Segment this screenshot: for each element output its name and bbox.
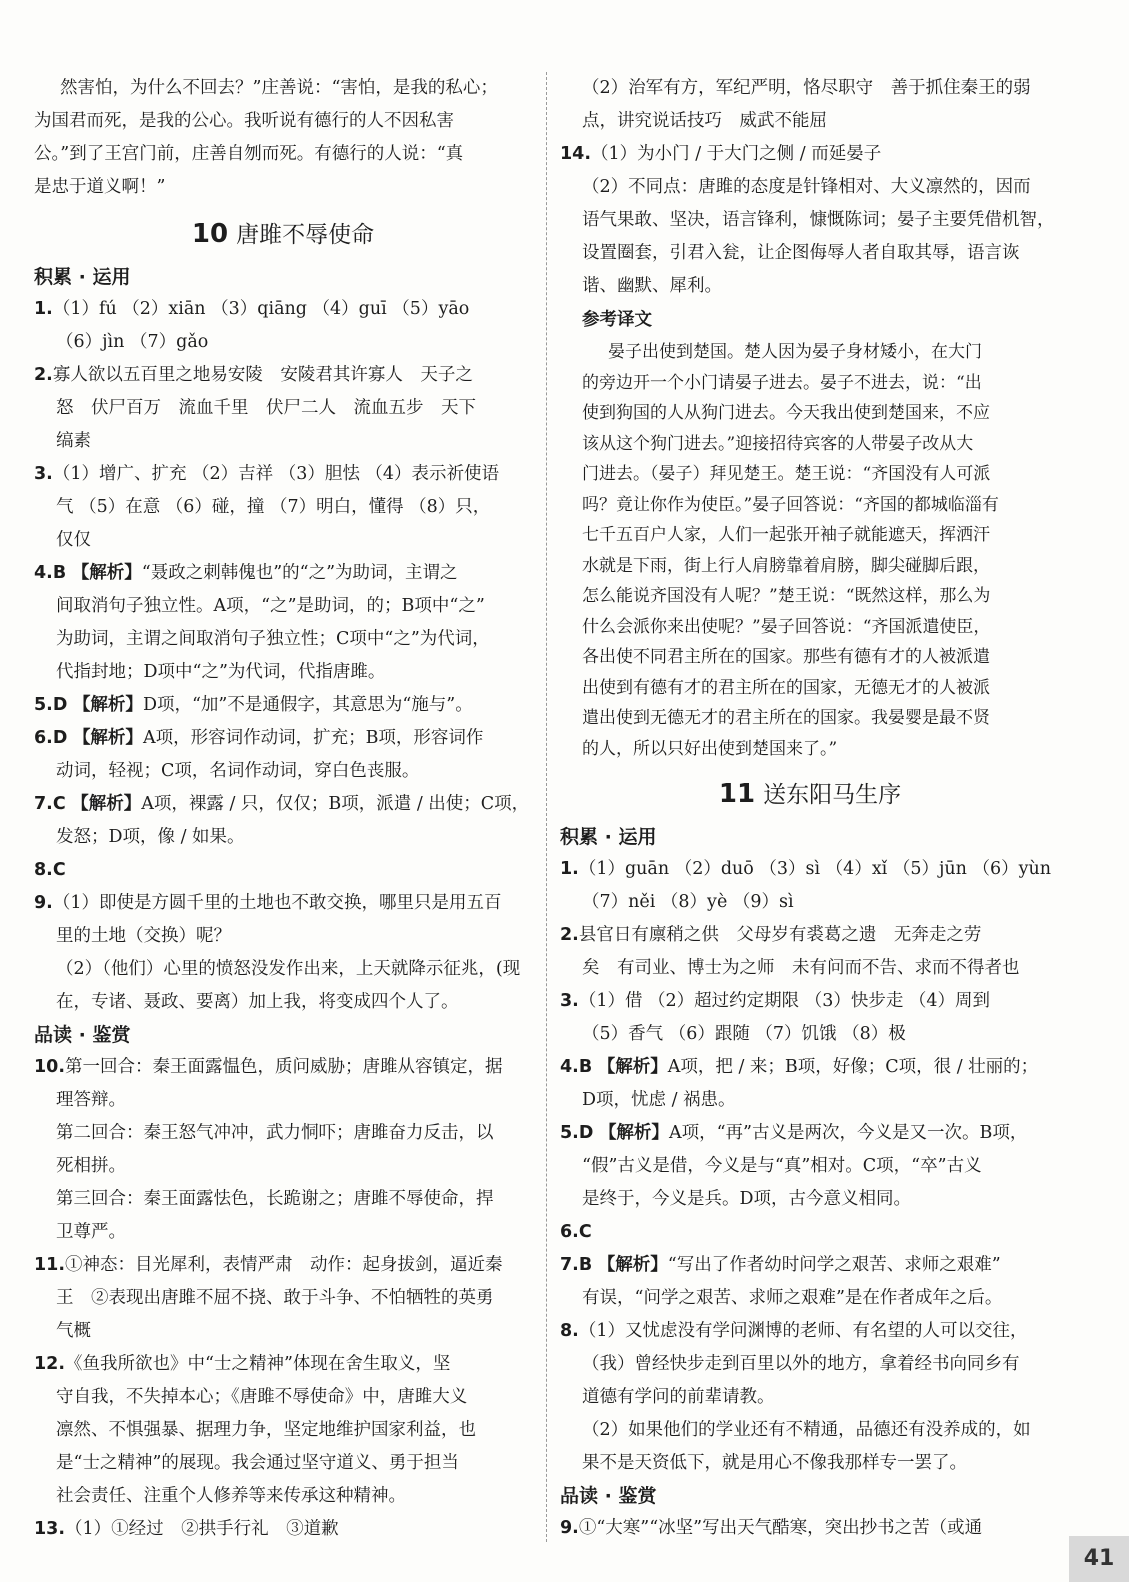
answer-line: 里的土地（交换）呢？	[56, 926, 231, 946]
answer-line: （7）něi （8）yè （9）sì	[582, 892, 794, 912]
answer-line: 守自我，不失掉本心；《唐雎不辱使命》中，唐雎大义	[56, 1387, 468, 1407]
intro-line: 是忠于道义啊！”	[34, 177, 166, 197]
question-11: 11.①神态：目光犀利，表情严肃 动作：起身拔剑，逼近秦	[34, 1255, 503, 1275]
section-heading: 品读 · 鉴赏	[34, 1024, 131, 1046]
question-13: 13.（1）①经过 ②拱手行礼 ③道歉	[34, 1519, 339, 1539]
question-1: 1.（1）fú （2）xiān （3）qiāng （4）guī （5）yāo	[34, 299, 470, 319]
translation-line: 什么会派你来出使呢？”晏子回答说：“齐国派遣使臣，	[582, 616, 991, 637]
answer-line: （5）香气 （6）跟随 （7）饥饿 （8）极	[582, 1024, 906, 1044]
answer-line: 在，专诸、聂政、要离）加上我，将变成四个人了。	[56, 992, 459, 1012]
answer-line: 果不是天资低下，就是用心不像我那样专一罢了。	[582, 1453, 967, 1473]
answer-line: 是终于，今义是兵。D项，古今意义相同。	[582, 1189, 912, 1209]
answer-line: D项，忧虑 / 祸患。	[582, 1090, 736, 1110]
answer-line: 为助词，主谓之间取消句子独立性；C项中“之”为代词，	[56, 629, 490, 649]
answer-line: 谐、幽默、犀利。	[582, 276, 722, 296]
question-10: 10.第一回合：秦王面露愠色，质问威胁；唐雎从容镇定，据	[34, 1057, 503, 1077]
question-8: 8.C	[34, 860, 66, 880]
question-9: 9.①“大寒”“冰坚”写出天气酷寒，突出抄书之苦（或通	[560, 1518, 983, 1538]
question-3: 3.（1）借 （2）超过约定期限 （3）快步走 （4）周到	[560, 991, 991, 1011]
answer-line: 社会责任、注重个人修养等来传承这种精神。	[56, 1486, 406, 1506]
answer-line: 第三回合：秦王面露怯色，长跪谢之；唐雎不辱使命，捍	[56, 1189, 494, 1209]
translation-line: 出使到有德有才的君主所在的国家，无德无才的人被派	[582, 677, 990, 698]
answer-line: 矣 有司业、博士为之师 未有问而不告、求而不得者也	[582, 958, 1020, 978]
question-8: 8.（1）又忧虑没有学问渊博的老师、有名望的人可以交往，	[560, 1321, 1028, 1341]
answer-line: （2）如果他们的学业还有不精通，品德还有没养成的，如	[582, 1420, 1031, 1440]
answer-line: 死相拼。	[56, 1156, 126, 1176]
lesson-number: 10	[191, 219, 229, 249]
section-heading: 积累 · 运用	[560, 826, 657, 848]
question-3: 3.（1）增广、扩充 （2）吉祥 （3）胆怯 （4）表示祈使语	[34, 464, 500, 484]
answer-line: 间取消句子独立性。A项，“之”是助词，的；B项中“之”	[56, 596, 485, 616]
question-2: 2.寡人欲以五百里之地易安陵 安陵君其许寡人 天子之	[34, 365, 473, 385]
answer-line: 道德有学问的前辈请教。	[582, 1387, 775, 1407]
answer-line: （我）曾经快步走到百里以外的地方，拿着经书向同乡有	[582, 1354, 1020, 1374]
answer-line: 语气果敢、坚决，语言锋利，慷慨陈词；晏子主要凭借机智，	[582, 210, 1055, 230]
question-4: 4.B 【解析】“聂政之刺韩傀也”的“之”为助词，主谓之	[34, 563, 458, 583]
translation-line: 水就是下雨，街上行人肩膀靠着肩膀，脚尖碰脚后跟，	[582, 555, 990, 576]
section-heading: 品读 · 鉴赏	[560, 1485, 657, 1507]
translation-line: 门进去。（晏子）拜见楚王。楚王说：“齐国没有人可派	[582, 464, 991, 484]
answer-line: 点，讲究说话技巧 威武不能屈	[582, 111, 827, 131]
reference-translation-heading: 参考译文	[582, 310, 652, 330]
answer-line: 仅仅	[56, 530, 91, 550]
page-number: 41	[1069, 1536, 1129, 1582]
lesson-10-title	[34, 210, 532, 259]
question-6: 6.D 【解析】A项，形容词作动词，扩充；B项，形容词作	[34, 728, 484, 748]
answer-line: 代指封地；D项中“之”为代词，代指唐雎。	[56, 662, 386, 682]
question-7: 7.C 【解析】A项，裸露 / 只，仅仅；B项，派遣 / 出使；C项，	[34, 794, 530, 814]
answer-line: 卫尊严。	[56, 1222, 126, 1242]
answer-line: 设置圈套，引君入瓮，让企图侮辱人者自取其辱，语言诙	[582, 243, 1020, 263]
answer-line: 发怒；D项，像 / 如果。	[56, 827, 245, 847]
translation-line: 各出使不同君主所在的国家。那些有德有才的人被派遣	[582, 647, 990, 667]
answer-line: “假”古义是借，今义是与“真”相对。C项，“卒”古义	[582, 1156, 982, 1176]
question-5: 5.D 【解析】A项，“再”古义是两次，今义是又一次。B项，	[560, 1123, 1028, 1143]
translation-line: 吗？竟让你作为使臣。”晏子回答说：“齐国的都城临淄有	[582, 494, 999, 515]
question-5: 5.D 【解析】D项，“加”不是通假字，其意思为“施与”。	[34, 695, 473, 715]
section-heading: 积累 · 运用	[34, 266, 131, 288]
translation-line: 使到狗国的人从狗门进去。今天我出使到楚国来，不应	[582, 403, 990, 423]
column-divider	[546, 72, 547, 1542]
answer-line: 凛然、不惧强暴、据理力争，坚定地维护国家利益，也	[56, 1420, 476, 1440]
lesson-number: 11	[718, 779, 756, 809]
question-9: 9.（1）即使是方圆千里的土地也不敢交换，哪里只是用五百	[34, 893, 502, 913]
question-2: 2.县官日有廪稍之供 父母岁有裘葛之遗 无奔走之劳	[560, 925, 982, 945]
translation-line: 的旁边开一个小门请晏子进去。晏子不进去，说：“出	[582, 372, 982, 393]
reference-translation	[560, 337, 1060, 764]
translation-line: 怎么能说齐国没有人呢？”楚王说：“既然这样，那么为	[582, 586, 991, 606]
answer-line: （2）（他们）心里的愤怒没发作出来，上天就降示征兆，(现	[56, 959, 521, 979]
question-14: 14.（1）为小门 / 于大门之侧 / 而延晏子	[560, 144, 882, 164]
intro-line: 然害怕，为什么不回去？”庄善说：“害怕，是我的私心；	[60, 78, 498, 98]
lesson-title-text: 唐雎不辱使命	[236, 222, 375, 248]
translation-line: 该从这个狗门进去。”迎接招待宾客的人带晏子改从大	[582, 433, 974, 454]
right-column	[560, 72, 1060, 1545]
question-4: 4.B 【解析】A项，把 / 来；B项，好像；C项，很 / 壮丽的；	[560, 1057, 1039, 1077]
lesson-11-title	[560, 770, 1060, 819]
translation-line: 晏子出使到楚国。楚人因为晏子身材矮小，在大门	[608, 342, 982, 362]
answer-line: 气概	[56, 1321, 91, 1341]
question-7: 7.B 【解析】“写出了作者幼时问学之艰苦、求师之艰难”	[560, 1255, 1001, 1275]
answer-line: 动词，轻视；C项，名词作动词，穿白色丧服。	[56, 761, 420, 781]
answer-line: 有误，“问学之艰苦、求师之艰难”是在作者成年之后。	[582, 1288, 1003, 1308]
answer-line: 缟素	[56, 431, 91, 451]
answer-line: （6）jìn （7）gǎo	[56, 332, 209, 352]
answer-line: （2）不同点：唐雎的态度是针锋相对、大义凛然的，因而	[582, 177, 1031, 197]
intro-line: 为国君而死，是我的公心。我听说有德行的人不因私害	[34, 111, 454, 131]
translation-line: 的人，所以只好出使到楚国来了。”	[582, 738, 838, 759]
intro-line: 公。”到了王宫门前，庄善自刎而死。有德行的人说：“真	[34, 144, 464, 164]
question-12: 12.《鱼我所欲也》中“士之精神”体现在舍生取义，坚	[34, 1354, 451, 1374]
answer-line: 理答辩。	[56, 1090, 126, 1110]
lesson-title-text: 送东阳马生序	[763, 782, 902, 808]
answer-line: 气 （5）在意 （6）碰，撞 （7）明白，懂得 （8）只，	[56, 497, 491, 517]
answer-line: 是“士之精神”的展现。我会通过坚守道义、勇于担当	[56, 1453, 459, 1473]
translation-line: 遣出使到无德无才的君主所在的国家。我晏婴是最不贤	[582, 708, 990, 728]
translation-line: 七千五百户人家，人们一起张开袖子就能遮天，挥洒汗	[582, 525, 990, 545]
question-1: 1.（1）guān （2）duō （3）sì （4）xǐ （5）jūn （6）yùn	[560, 859, 1052, 879]
answer-line: 第二回合：秦王怒气冲冲，武力恫吓；唐雎奋力反击，以	[56, 1123, 494, 1143]
answer-line: （2）治军有方，军纪严明，恪尽职守 善于抓住秦王的弱	[582, 78, 1031, 98]
left-column	[34, 72, 532, 1546]
answer-line: 王 ②表现出唐雎不屈不挠、敢于斗争、不怕牺牲的英勇	[56, 1288, 494, 1308]
answer-line: 怒 伏尸百万 流血千里 伏尸二人 流血五步 天下	[56, 398, 476, 418]
question-6: 6.C	[560, 1222, 592, 1242]
